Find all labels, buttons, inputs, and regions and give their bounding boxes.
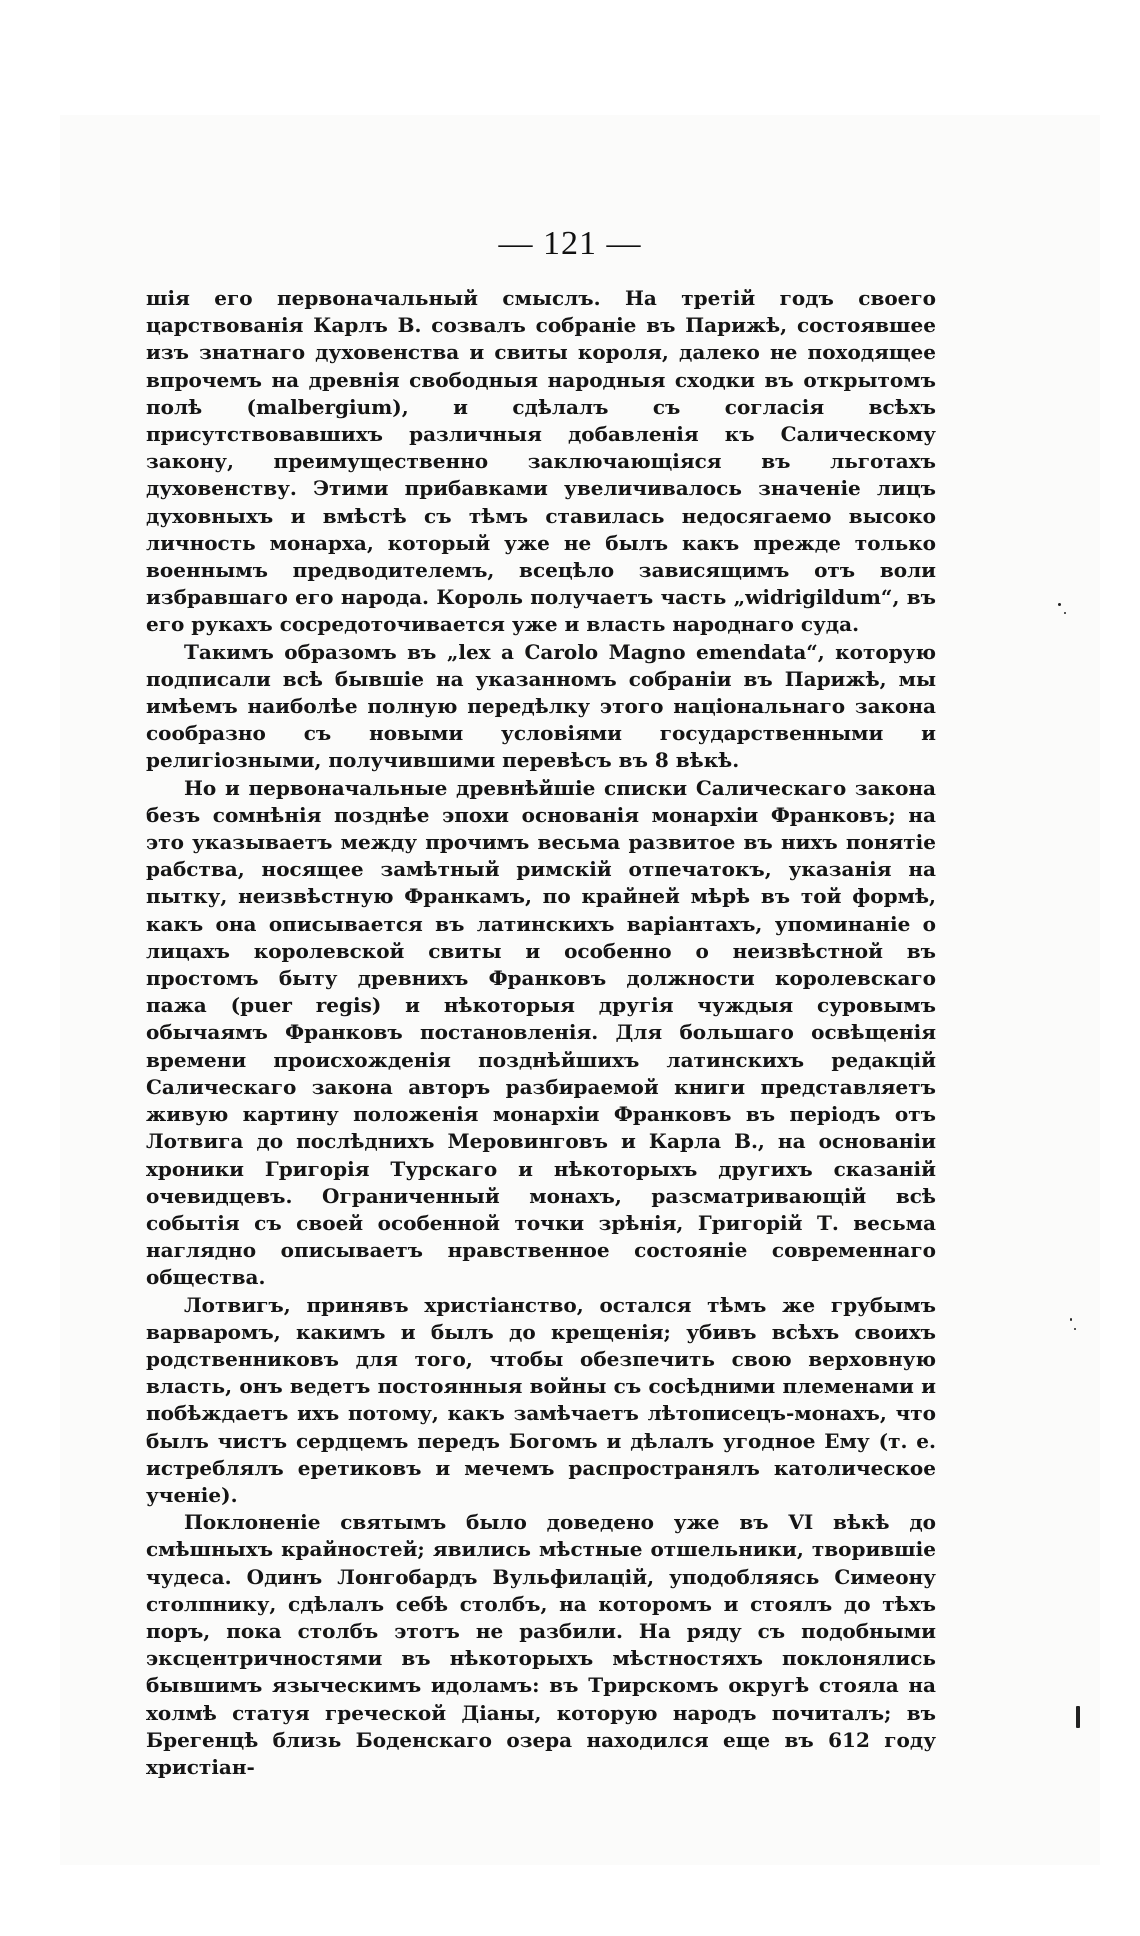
body-text xyxy=(146,285,936,1781)
scan-speck xyxy=(1070,1318,1072,1321)
paragraph-4: Лотвигъ, принявъ христіанство, остался тѣмъ же грубымъ варваромъ, какимъ и былъ до крещенія; убивъ всѣхъ своихъ родственниковъ для того, чтобы обезпечить свою верховную власть, онъ ведетъ постоянныя войны съ сосѣдними племенами и побѣждаетъ ихъ потому, какъ замѣчаетъ лѣтописецъ-монахъ, что былъ чистъ сердцемъ передъ Богомъ и дѣлалъ угодное Ему (т. е. истреблялъ еретиковъ и мечемъ распространялъ католическое ученіе). xyxy=(146,1292,936,1507)
scan-speck xyxy=(1076,1706,1080,1728)
scan-speck xyxy=(1058,603,1061,606)
paragraph-1: шія его первоначальный смыслъ. На третій годъ своего царствованія Карлъ В. созвалъ собраніе въ Парижѣ, состоявшее изъ знатнаго духовенства и свиты короля, далеко не походящее впрочемъ на древнія свободныя народныя сходки въ открытомъ полѣ (malbergium), и сдѣлалъ съ согласія всѣхъ присутствовавшихъ различныя добавленія къ Салическому закону, преимущественно заключающіяся въ льготахъ духовенству. Этими прибавками увеличивалось значеніе лицъ духовныхъ и вмѣстѣ съ тѣмъ ставилась недосягаемо высоко личность монарха, который уже не былъ какъ прежде только военнымъ предводителемъ, всецѣло зависящимъ отъ воли избравшаго его народа. Король получаетъ часть „widrigildum“, въ его рукахъ сосредоточивается уже и власть народнаго суда. xyxy=(146,286,936,637)
scan-speck xyxy=(1064,612,1066,614)
paragraph-2: Такимъ образомъ въ „lex a Carolo Magno emendata“, которую подписали всѣ бывшіе на указанномъ собраніи въ Парижѣ, мы имѣемъ наиболѣе полную передѣлку этого національнаго закона сообразно съ новыми условіями государственными и религіозными, получившими перевѣсъ въ 8 вѣкѣ. xyxy=(146,639,936,773)
paragraph-3: Но и первоначальные древнѣйшіе списки Салическаго закона безъ сомнѣнія позднѣе эпохи основанія монархіи Франковъ; на это указываетъ между прочимъ весьма развитое въ нихъ понятіе рабства, носящее замѣтный римскій отпечатокъ, указанія на пытку, неизвѣстную Франкамъ, по крайней мѣрѣ въ той формѣ, какъ она описывается въ латинскихъ варіантахъ, упоминаніе о лицахъ королевской свиты и особенно о неизвѣстной въ простомъ быту древнихъ Франковъ должности королевскаго пажа (puer regis) и нѣкоторыя другія чуждыя суровымъ обычаямъ Франковъ постановленія. Для большаго освѣщенія времени происхожденія позднѣйшихъ латинскихъ редакцій Салическаго закона авторъ разбираемой книги представляетъ живую картину положенія монархіи Франковъ въ періодъ отъ Лотвига до послѣднихъ Меровинговъ и Карла В., на основаніи хроники Григорія Турскаго и нѣкоторыхъ другихъ сказаній очевидцевъ. Ограниченный монахъ, разсматривающій всѣ событія съ своей особенной точки зрѣнія, Григорій Т. весьма наглядно описываетъ нравственное состояніе современнаго общества. xyxy=(146,775,936,1290)
scan-speck xyxy=(1074,1328,1076,1330)
page-number: — 121 — xyxy=(498,225,642,262)
paragraph-5: Поклоненіе святымъ было доведено уже въ VI вѣкѣ до смѣшныхъ крайностей; явились мѣстные отшельники, творившіе чудеса. Одинъ Лонгобардъ Вульфилацій, уподобляясь Симеону столпнику, сдѣлалъ себѣ столбъ, на которомъ и стоялъ до тѣхъ поръ, пока столбъ этотъ не разбили. На ряду съ подобными эксцентричностями въ нѣкоторыхъ мѣстностяхъ поклонялись бывшимъ языческимъ идоламъ: въ Трирскомъ округѣ стояла на холмѣ статуя греческой Діаны, которую народъ почиталъ; въ Брегенцѣ близь Боденскаго озера находился еще въ 612 году христіан- xyxy=(146,1510,936,1779)
